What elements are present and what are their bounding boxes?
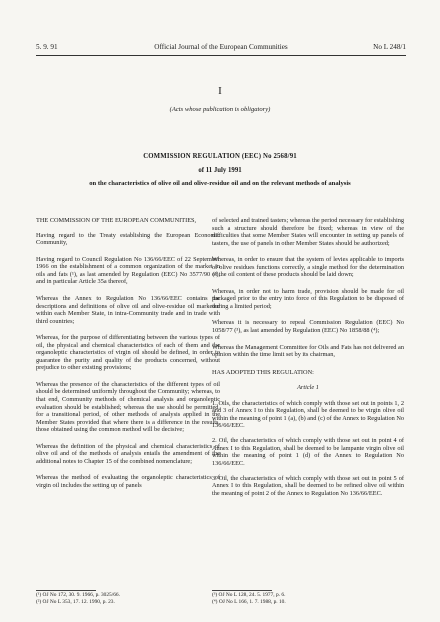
header-date: 5. 9. 91 <box>36 43 58 51</box>
left-paragraph: Whereas the method of evaluating the organoleptic characteristics of virgin oil includes the setting up of panels <box>36 474 220 489</box>
footnotes-left <box>36 592 220 606</box>
header-page-number: No L 248/1 <box>373 43 406 51</box>
left-paragraph: Whereas the Annex to Regulation No 136/66/EEC contains the descriptions and definitions of olive oil and olive-residue oil marketed within each Member State, in intra-Community trade and in trade with third countries; <box>36 295 220 325</box>
footnote: (²) OJ No L 353, 17. 12. 1990, p. 23. <box>36 598 115 605</box>
regulation-date: of 11 July 1991 <box>198 167 242 174</box>
right-column <box>212 217 404 504</box>
header-journal-title: Official Journal of the European Communities <box>154 43 288 51</box>
regulation-title: COMMISSION REGULATION (EEC) No 2568/91 <box>143 153 297 160</box>
left-paragraph: Whereas the definition of the physical and chemical characteristics of olive oil and of the methods of analysis entails the amendment of the additional notes to Chapter 15 of the combined nomenclature; <box>36 442 220 465</box>
page-header <box>36 43 406 53</box>
left-paragraph: THE COMMISSION OF THE EUROPEAN COMMUNITIES, <box>36 217 197 224</box>
article-paragraph: 2. Oil, the characteristics of which comply with those set out in point 4 of Annex I to this Regulation, shall be deemed to be lampante virgin olive oil within the meaning of point 1 (d) of the Annex to Regulation No 136/66/EEC. <box>212 437 404 467</box>
footnotes-right <box>212 592 404 606</box>
regulation-subject: on the characteristics of olive oil and olive-residue oil and on the relevant methods of analysis <box>89 180 351 187</box>
footnote: (¹) OJ No 172, 30. 9. 1966, p. 3025/66. <box>36 592 120 598</box>
section-numeral: I <box>218 85 222 97</box>
left-column <box>36 217 220 497</box>
article-paragraph: 3. Oil, the characteristics of which comply with those set out in point 5 of Annex I to this Regulation, shall be deemed to be refined olive oil within the meaning of point 2 of the Annex to Regulation No 136/66/EEC. <box>212 474 404 497</box>
adoption-statement: HAS ADOPTED THIS REGULATION: <box>212 368 314 376</box>
left-paragraph: Whereas the presence of the characteristics of the different types of oil should be determined uniformly throughout the Community; whereas, to that end, Community methods of chemical analysis and organoleptic evaluation should be established; whereas the use should be permitted, for a transitional period, of other methods of analysis applied in the Member States provided that where there is a difference in the results, those obtained using the common method will be decisive; <box>36 380 220 434</box>
right-paragraph: Whereas it is necessary to repeal Commission Regulation (EEC) No 1058/77 (³), as last amended by Regulation (EEC) No 1858/88 (⁴); <box>212 319 404 335</box>
footnote: (³) OJ No L 128, 24. 5. 1977, p. 6. <box>212 592 286 598</box>
left-paragraph: Having regard to Council Regulation No 136/66/EEC of 22 September 1966 on the establishment of a common organization of the market in oils and fats (¹), as last amended by Regulation (EEC) No 3577/90 (²), and in particular Article 35a thereof, <box>36 255 220 286</box>
article-paragraph: 1. Oils, the characteristics of which comply with those set out in points 1, 2 and 3 of Annex I to this Regulation, shall be deemed to be virgin olive oil within the meaning of point 1 (a), (b) and (c) of the Annex to Regulation No 136/66/EEC. <box>212 399 405 430</box>
right-paragraph: of selected and trained tasters; whereas the period necessary for establishing such a structure should therefore be fixed; whereas in view of the difficulties that some Member States will encounter in setting up panels of tasters, the use of panels in other Member States should be authorized; <box>212 217 404 247</box>
acts-note: (Acts whose publication is obligatory) <box>169 106 271 113</box>
footnote: (⁴) OJ No L 166, 1. 7. 1988, p. 10. <box>212 598 286 605</box>
left-paragraph: Whereas, for the purpose of differentiating between the various types of oil, the physical and chemical characteristics of each of them and the organoleptic characteristics of virgin oil should be defined, in order to guarantee the purity and quality of the products concerned, without prejudice to other existing provisions; <box>36 334 220 372</box>
left-paragraph: Having regard to the Treaty establishing the European Economic Community, <box>36 231 220 247</box>
right-paragraph: Whereas the Management Committee for Oils and Fats has not delivered an opinion within the time limit set by its chairman, <box>212 343 404 359</box>
footnote-rule-right <box>212 590 272 591</box>
article-heading: Article 1 <box>297 384 319 392</box>
header-rule <box>36 55 406 56</box>
right-paragraph: Whereas, in order to ensure that the system of levies applicable to imports of olive residues functions correctly, a single method for the determination of the oil content of these products should be laid down; <box>212 256 404 279</box>
footnote-rule-left <box>36 590 96 591</box>
right-paragraph: Whereas, in order not to harm trade, provision should be made for oil packaged prior to the entry into force of this Regulation to be disposed of during a limited period; <box>212 287 404 310</box>
